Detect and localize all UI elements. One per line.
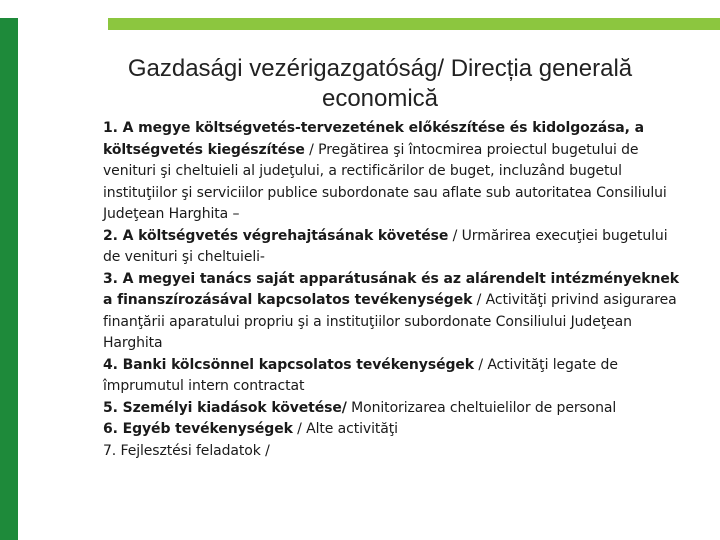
slide-title: Gazdasági vezérigazgatóság/ Direcția generală economică bbox=[127, 55, 633, 112]
list-item-1 bbox=[103, 118, 683, 226]
item-hu-text: 5. Személyi kiadások követése/ bbox=[103, 399, 347, 416]
item-ro-text: Activităţi legate de împrumutul intern contractat bbox=[103, 356, 618, 394]
item-ro-text: Activităţi privind asigurarea finanţării aparatului propriu şi a instituţiilor subordonate Consiliului Judeţean Harghita bbox=[103, 292, 677, 351]
list-item-6 bbox=[103, 419, 683, 441]
item-hu-text: 6. Egyéb tevékenységek bbox=[103, 421, 293, 437]
item-separator: / bbox=[448, 227, 462, 244]
item-separator: / bbox=[292, 421, 307, 437]
item-ro-text: Urmărirea execuţiei bugetului de venituri şi cheltuieli- bbox=[103, 227, 668, 265]
left-accent-bar bbox=[0, 18, 18, 540]
list-item-3 bbox=[103, 269, 683, 355]
item-hu-text: 1. A megye költségvetés-tervezetének előkészítése és kidolgozása, a költségvetés kiegészítése bbox=[103, 120, 644, 158]
top-accent-bar bbox=[108, 18, 720, 30]
list-item-4 bbox=[103, 355, 683, 398]
list-item-5 bbox=[103, 398, 683, 420]
item-hu-text: 4. Banki kölcsönnel kapcsolatos tevékenységek bbox=[103, 356, 474, 373]
item-separator: / bbox=[474, 356, 488, 373]
list-item-2 bbox=[103, 226, 683, 269]
item-hu-text: 2. A költségvetés végrehajtásának követése bbox=[103, 227, 449, 244]
item-ro-text: Pregătirea şi întocmirea proiectul bugetului de venituri şi cheltuieli al judeţului, a rectificărilor de buget, incluzând bugetul instituţiilor şi serviciilor publice subordonate sau aflate sub autoritatea Consiliului Judeţean Harghita – bbox=[103, 141, 667, 222]
item-hu-text: 3. A megyei tanács saját apparátusának és az alárendelt intézményeknek a finanszírozásával kapcsolatos tevékenységek bbox=[103, 270, 679, 308]
item-ro-text: Monitorizarea cheltuielilor de personal bbox=[351, 399, 617, 416]
item-hu-text: 7. Fejlesztési feladatok / bbox=[103, 442, 270, 459]
slide-body bbox=[103, 118, 683, 462]
item-separator: / bbox=[472, 292, 486, 308]
item-ro-text: Alte activităţi bbox=[306, 421, 398, 437]
list-item-7 bbox=[103, 441, 683, 463]
item-separator: / bbox=[304, 141, 319, 158]
